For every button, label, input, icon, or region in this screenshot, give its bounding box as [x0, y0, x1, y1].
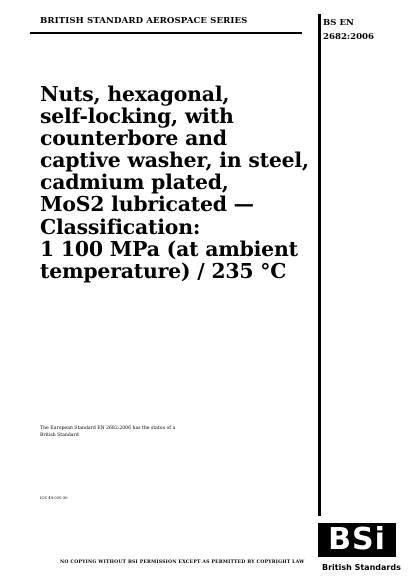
ics-code: ICS 49.030.30: [40, 495, 68, 500]
status-line: The European Standard EN 2682:2006 has the status of a: [40, 426, 176, 431]
status-statement: [40, 425, 270, 439]
title-line: temperature) / 235 °C: [40, 258, 287, 283]
title-line: cadmium plated,: [40, 170, 229, 195]
bsi-logo: [318, 522, 401, 578]
vertical-rule: [318, 14, 321, 516]
title-line: MoS2 lubricated —: [40, 192, 254, 217]
title-line: Classification:: [40, 214, 201, 239]
status-line: British Standard: [40, 433, 79, 438]
header-rule: [30, 32, 302, 34]
document-title: [40, 83, 310, 282]
copyright-notice: NO COPYING WITHOUT BSI PERMISSION EXCEPT AS PERMITTED BY COPYRIGHT LAW: [60, 560, 305, 565]
title-line: 1 100 MPa (at ambient: [40, 236, 298, 261]
standard-number-code: 2682:2006: [323, 32, 375, 42]
title-line: captive washer, in steel,: [40, 148, 309, 173]
series-heading: BRITISH STANDARD AEROSPACE SERIES: [40, 16, 248, 26]
standard-number-prefix: BS EN: [323, 18, 354, 28]
title-line: self-locking, with: [40, 104, 234, 129]
title-line: Nuts, hexagonal,: [40, 82, 230, 106]
bsi-logo-text: British Standards: [322, 563, 401, 572]
bsi-logo-mark: BSi: [318, 523, 396, 557]
standard-number: [323, 16, 393, 44]
title-line: counterbore and: [40, 126, 227, 151]
